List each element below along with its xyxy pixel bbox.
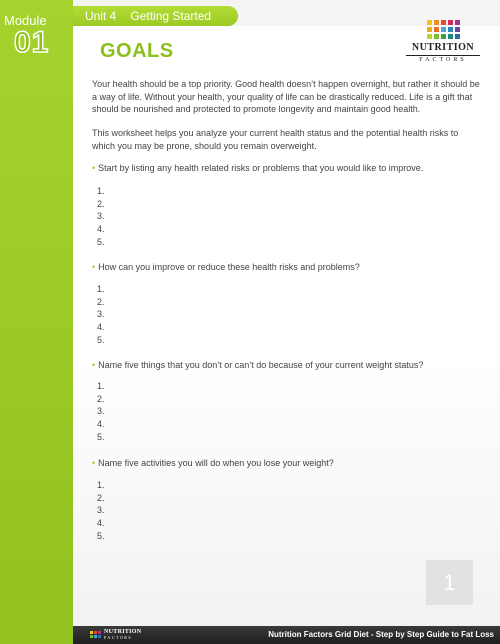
module-sidebar (0, 0, 73, 644)
list-item: 1. (97, 186, 105, 196)
logo-sub: FACTORS (419, 57, 467, 63)
bullet-icon: • (92, 163, 96, 173)
list-item: 5. (97, 530, 105, 541)
list-item: 3. (97, 406, 105, 417)
logo-divider (406, 55, 480, 56)
unit-label: Unit 4 (85, 9, 117, 23)
footer-logo (90, 629, 141, 640)
list-item: 5. (97, 431, 105, 442)
brand-logo (404, 20, 482, 63)
intro-paragraph-2: This worksheet helps you analyze your current health status and the potential health risks to which you may be prone, should you remain overweight. (92, 128, 459, 151)
module-label: Module (4, 13, 47, 28)
intro-paragraph-1: Your health should be a top priority. Good health doesn’t happen overnight, but rather it should be a way of life. Without your health, your quality of life can be drastically reduced. Life is a gift that should be nourished and protected to promote longevity and maintain good health. (92, 79, 480, 114)
list-item: 3. (97, 211, 105, 222)
list-item: 3. (97, 505, 105, 516)
page-number: 1 (426, 560, 473, 605)
list-item: 1. (97, 284, 105, 294)
question-2 (92, 261, 482, 273)
bullet-icon: • (92, 360, 96, 370)
answer-list-1 (97, 185, 105, 248)
logo-name: NUTRITION (411, 42, 475, 53)
answer-list-4 (97, 479, 105, 542)
list-item: 2. (97, 393, 105, 404)
question-text: Name five things that you don’t or can’t do because of your current weight status? (98, 360, 424, 370)
module-number: 01 (14, 26, 50, 59)
logo-grid-icon (427, 20, 482, 39)
list-item: 5. (97, 236, 105, 247)
page-title: GOALS (100, 40, 174, 62)
list-item: 2. (97, 296, 105, 307)
answer-list-2 (97, 283, 105, 346)
question-text: How can you improve or reduce these health risks and problems? (98, 262, 360, 272)
list-item: 4. (97, 322, 105, 333)
list-item: 5. (97, 334, 105, 345)
footer-logo-sub: FACTORS (104, 635, 133, 640)
question-3 (92, 359, 482, 371)
logo-grid-icon (90, 631, 101, 638)
answer-list-3 (97, 380, 105, 443)
bullet-icon: • (92, 458, 96, 468)
section-label: Getting Started (130, 9, 212, 23)
list-item: 4. (97, 224, 105, 235)
footer-text: Nutrition Factors Grid Diet - Step by Step Guide to Fat Loss (268, 630, 494, 639)
list-item: 1. (97, 381, 105, 391)
question-1 (92, 162, 482, 174)
question-text: Start by listing any health related risks or problems that you would like to improve. (98, 163, 424, 173)
list-item: 1. (97, 480, 105, 490)
question-4 (92, 457, 482, 469)
list-item: 2. (97, 198, 105, 209)
footer-logo-name: NUTRITION (104, 629, 142, 635)
list-item: 3. (97, 309, 105, 320)
unit-ribbon (73, 6, 238, 26)
bullet-icon: • (92, 262, 96, 272)
list-item: 4. (97, 518, 105, 529)
list-item: 4. (97, 419, 105, 430)
question-text: Name five activities you will do when you lose your weight? (98, 458, 334, 468)
list-item: 2. (97, 492, 105, 503)
content-panel (73, 26, 500, 626)
footer-bar (73, 626, 500, 644)
